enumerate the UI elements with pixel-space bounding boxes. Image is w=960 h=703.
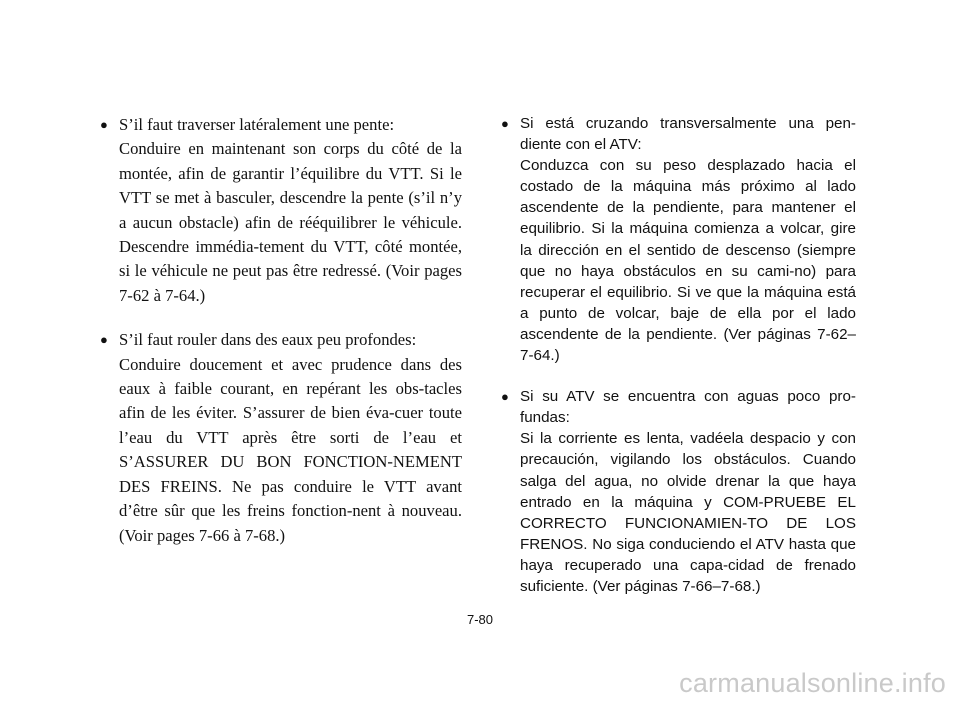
- spanish-heading-shallow-water: Si su ATV se encuentra con aguas poco pro-fundas:: [520, 388, 856, 427]
- french-item-crossing-slope: [98, 113, 462, 308]
- bullet-icon: ●: [501, 389, 509, 405]
- french-body-crossing-slope: Conduire en maintenant son corps du côté de la montée, afin de garantir l’équilibre du VTT. Si le VTT se met à basculer, descendre la pente (s’il n’y a aucun obstacle) afin de rééquilibrer le véhicule. Descendre immédia-tement du VTT, côté montée, si le véhicule ne peut pas être redressé. (Voir pages 7-62 à 7-64.): [119, 139, 462, 305]
- bullet-icon: ●: [100, 117, 108, 132]
- french-column: [98, 113, 462, 548]
- spanish-body-shallow-water: Si la corriente es lenta, vadéela despacio y con precaución, vigilando los obstáculos. Cuando salga del agua, no olvide drenar la que haya entrado en la máquina y COM-PRUEBE EL CORRECTO FUNCIONAMIEN-TO DE LOS FRENOS. No siga conduciendo el ATV hasta que haya recuperado una capa-cidad de frenado suficiente. (Ver páginas 7-66–7-68.): [520, 430, 856, 595]
- watermark-text: carmanualsonline.info: [679, 668, 946, 698]
- bullet-icon: ●: [100, 332, 108, 348]
- page-number: 7-80: [466, 612, 494, 627]
- spanish-item-crossing-slope: [499, 113, 856, 366]
- spanish-body-crossing-slope: Conduzca con su peso desplazado hacia el costado de la máquina más próximo al lado ascendente de la pendiente, para mantener el equilibrio. Si la máquina comienza a volcar, gire la dirección en el sentido de descenso (siempre que no haya obstáculos en su cami-no) para recuperar el equilibrio. Si ve que la máquina está a punto de volcar, baje de ella por el lado ascendente de la pendiente. (Ver páginas 7-62–7-64.): [520, 157, 856, 365]
- bullet-icon: ●: [501, 116, 509, 131]
- french-heading-crossing-slope: S’il faut traverser latéralement une pente:: [119, 115, 395, 134]
- spanish-column: [499, 113, 856, 597]
- spanish-heading-crossing-slope: Si está cruzando transversalmente una pen-diente con el ATV:: [520, 115, 856, 154]
- french-body-shallow-water: Conduire doucement et avec prudence dans des eaux à faible courant, en repérant les obs-tacles afin de les éviter. S’assurer de bien éva-cuer toute l’eau du VTT après être sorti de l’eau et S’ASSURER DU BON FONCTION-NEMENT DES FREINS. Ne pas conduire le VTT avant d’être sûr que les freins fonction-nent à nouveau. (Voir pages 7-66 à 7-68.): [119, 354, 462, 545]
- french-item-shallow-water: [98, 328, 462, 548]
- spanish-item-shallow-water: [499, 386, 856, 597]
- french-heading-shallow-water: S’il faut rouler dans des eaux peu profondes:: [119, 330, 417, 350]
